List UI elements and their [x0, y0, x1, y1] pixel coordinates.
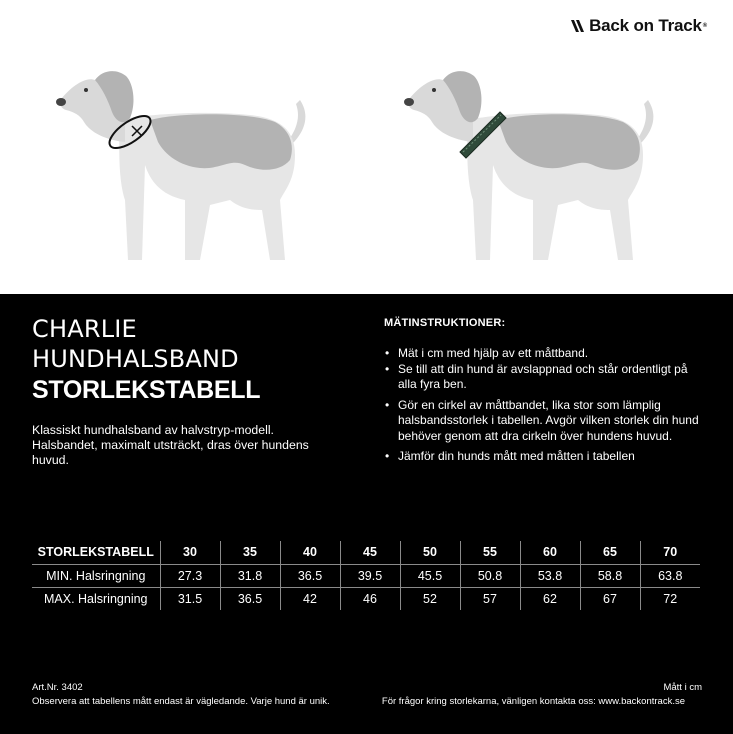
registered-mark: ® [702, 23, 707, 29]
table-cell: 45.5 [400, 564, 460, 587]
size-table [32, 541, 700, 610]
unit-note: Mått i cm [663, 682, 702, 693]
size-table-header [32, 541, 700, 564]
table-row-max [32, 587, 700, 610]
measuring-instructions [384, 317, 704, 470]
size-table-header-label: STORLEKSTABELL [32, 541, 160, 564]
size-column-header: 55 [460, 541, 520, 564]
size-column-header: 40 [280, 541, 340, 564]
table-cell: 39.5 [340, 564, 400, 587]
back-on-track-logo-icon [570, 19, 586, 33]
size-column-header: 35 [220, 541, 280, 564]
table-cell: 58.8 [580, 564, 640, 587]
product-description: Klassiskt hundhalsband av halvstryp-modell. Halsbandet, maximalt utsträckt, dras över hundens huvud. [32, 423, 309, 467]
instruction-item: • Gör en cirkel av måttbandet, lika stor som lämplig halsbandsstorlek i tabellen. Avgör vilken storlek din hund behöver genom att dra cirkeln över hundens huvud. [384, 398, 704, 445]
table-cell: 36.5 [220, 587, 280, 610]
dog-measuring-illustration [50, 60, 340, 270]
size-chart-title: STORLEKSTABELL [32, 376, 261, 404]
product-type: HUNDHALSBAND [32, 345, 239, 373]
table-cell: 31.5 [160, 587, 220, 610]
size-column-header: 60 [520, 541, 580, 564]
table-cell: 62 [520, 587, 580, 610]
article-number: Art.Nr. 3402 [32, 682, 83, 693]
illustration-panel [0, 0, 733, 294]
table-cell: 72 [640, 587, 700, 610]
size-column-header: 30 [160, 541, 220, 564]
dog-collar-illustration [398, 60, 688, 270]
table-cell: 52 [400, 587, 460, 610]
product-name: CHARLIE [32, 315, 137, 343]
brand-name: Back on Track [589, 16, 702, 35]
brand-logo [570, 16, 707, 36]
contact-info: För frågor kring storlekarna, vänligen kontakta oss: www.backontrack.se [381, 696, 685, 707]
size-column-header: 50 [400, 541, 460, 564]
instruction-item: • Mät i cm med hjälp av ett måttband. [384, 346, 704, 362]
table-row-min [32, 564, 700, 587]
instructions-list [384, 346, 704, 465]
size-column-header: 45 [340, 541, 400, 564]
row-label: MIN. Halsringning [32, 564, 160, 587]
instructions-heading: MÄTINSTRUKTIONER: [384, 317, 506, 329]
instruction-item: • Se till att din hund är avslappnad och står ordentligt på alla fyra ben. [384, 362, 704, 393]
row-label: MAX. Halsringning [43, 591, 148, 606]
instruction-item: • Jämför din hunds mått med måtten i tabellen [384, 449, 704, 465]
table-cell: 67 [580, 587, 640, 610]
table-cell: 50.8 [460, 564, 520, 587]
table-cell: 63.8 [640, 564, 700, 587]
table-cell: 31.8 [220, 564, 280, 587]
disclaimer-note: Observera att tabellens mått endast är vägledande. Varje hund är unik. [32, 696, 330, 707]
product-title [32, 314, 260, 406]
table-cell: 46 [340, 587, 400, 610]
size-column-header: 70 [640, 541, 700, 564]
table-cell: 53.8 [520, 564, 580, 587]
table-cell: 36.5 [280, 564, 340, 587]
size-column-header: 65 [580, 541, 640, 564]
table-cell: 27.3 [160, 564, 220, 587]
table-cell: 57 [460, 587, 520, 610]
table-cell: 42 [280, 587, 340, 610]
